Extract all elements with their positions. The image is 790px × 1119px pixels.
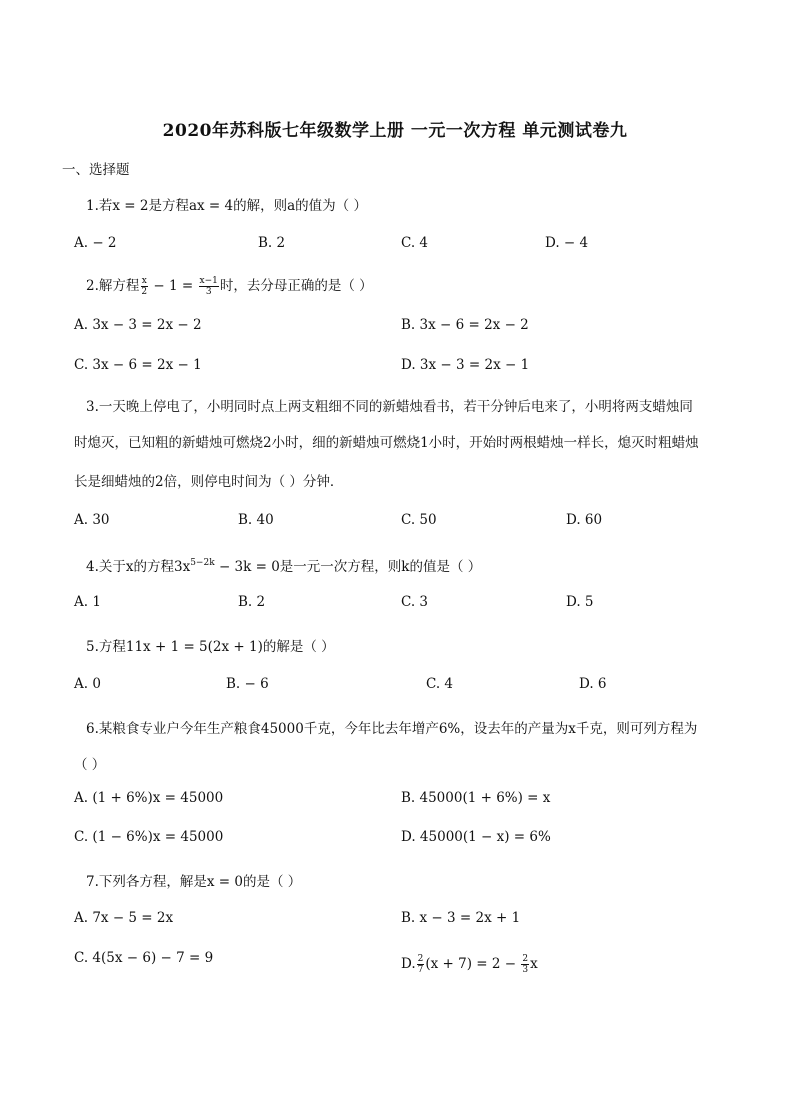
question-2-stem-suffix: 时，去分母正确的是（ ） — [219, 278, 373, 294]
question-7-option-d-fraction-2 — [521, 954, 529, 975]
question-4-exponent: 5−2k — [190, 558, 215, 568]
question-2-stem — [86, 276, 373, 297]
question-2-stem-middle: − 1 = — [149, 278, 198, 294]
question-5-option-a: A. 0 — [74, 676, 101, 692]
question-2-stem-prefix: 2.解方程 — [86, 278, 140, 294]
page-title: 2020年苏科版七年级数学上册 一元一次方程 单元测试卷九 — [162, 121, 628, 141]
question-7-option-d-fraction-1 — [417, 954, 425, 975]
question-7-stem: 7.下列各方程，解是x = 0的是（ ） — [86, 874, 302, 890]
question-3-option-d: D. 60 — [566, 512, 603, 528]
question-4-stem-prefix: 4.关于x的方程3x — [86, 559, 191, 575]
question-7-option-d-fraction-1-numerator: 2 — [417, 954, 424, 964]
question-2-fraction-1-numerator: x — [141, 276, 147, 286]
question-7-option-d-middle: (x + 7) = 2 − — [425, 956, 521, 972]
question-2-fraction-1-denominator: 2 — [141, 287, 148, 297]
question-1-option-a: A. − 2 — [74, 235, 117, 251]
question-1-option-d: D. − 4 — [545, 235, 589, 251]
question-2-fraction-2-numerator: x−1 — [199, 276, 218, 286]
question-3-line-3: 长是细蜡烛的2倍，则停电时间为（ ）分钟． — [74, 474, 344, 490]
question-7-option-b: B. x − 3 = 2x + 1 — [401, 910, 521, 926]
question-6-option-a: A. (1 + 6%)x = 45000 — [74, 790, 224, 806]
question-2-fraction-2-denominator: 3 — [205, 287, 212, 297]
question-5-option-c: C. 4 — [426, 676, 454, 692]
question-7-option-d-suffix: x — [530, 956, 538, 972]
question-3-option-c: C. 50 — [401, 512, 437, 528]
question-7-option-d-prefix: D. — [401, 956, 416, 972]
question-3-line-2: 时熄灭，已知粗的新蜡烛可燃烧2小时，细的新蜡烛可燃烧1小时，开始时两根蜡烛一样长，熄灭时粗蜡烛 — [74, 435, 699, 451]
question-5-stem: 5.方程11x + 1 = 5(2x + 1)的解是（ ） — [86, 639, 335, 655]
question-4-stem — [86, 553, 481, 577]
question-1-option-b: B. 2 — [258, 235, 286, 251]
question-6-line-1: 6.某粮食专业户今年生产粮食45000千克，今年比去年增产6%，设去年的产量为x千克，则可列方程为 — [86, 721, 698, 737]
question-6-line-2: （ ） — [74, 757, 106, 773]
question-1-stem: 1.若x = 2是方程ax = 4的解，则a的值为（ ） — [86, 198, 367, 214]
question-2-option-d: D. 3x − 3 = 2x − 1 — [401, 357, 530, 373]
question-2-fraction-2 — [199, 276, 219, 297]
question-3-option-a: A. 30 — [74, 512, 110, 528]
question-5-option-b: B. − 6 — [226, 676, 269, 692]
question-4-stem-suffix: − 3k = 0是一元一次方程，则k的值是（ ） — [214, 559, 482, 575]
question-7-option-d-fraction-2-numerator: 2 — [522, 954, 529, 964]
question-7-option-d — [401, 954, 538, 975]
question-2-option-c: C. 3x − 6 = 2x − 1 — [74, 357, 202, 373]
question-4-option-a: A. 1 — [74, 594, 101, 610]
question-4-option-c: C. 3 — [401, 594, 429, 610]
question-2-option-b: B. 3x − 6 = 2x − 2 — [401, 317, 529, 333]
question-3-option-b: B. 40 — [238, 512, 274, 528]
question-5-option-d: D. 6 — [579, 676, 607, 692]
question-6-option-b: B. 45000(1 + 6%) = x — [401, 790, 551, 806]
question-1-option-c: C. 4 — [401, 235, 429, 251]
question-7-option-c: C. 4(5x − 6) − 7 = 9 — [74, 950, 214, 966]
question-3-line-1: 3.一天晚上停电了，小明同时点上两支粗细不同的新蜡烛看书，若干分钟后电来了，小明将两支蜡烛同 — [86, 399, 693, 415]
question-7-option-a: A. 7x − 5 = 2x — [74, 910, 174, 926]
question-7-option-d-fraction-2-denominator: 3 — [522, 965, 529, 975]
question-6-option-c: C. (1 − 6%)x = 45000 — [74, 829, 224, 845]
question-4-option-d: D. 5 — [566, 594, 594, 610]
section-heading: 一、选择题 — [62, 162, 130, 178]
question-7-option-d-fraction-1-denominator: 7 — [417, 965, 424, 975]
question-2-fraction-1 — [140, 276, 148, 297]
question-6-option-d: D. 45000(1 − x) = 6% — [401, 829, 551, 845]
question-2-option-a: A. 3x − 3 = 2x − 2 — [74, 317, 202, 333]
question-4-option-b: B. 2 — [238, 594, 266, 610]
